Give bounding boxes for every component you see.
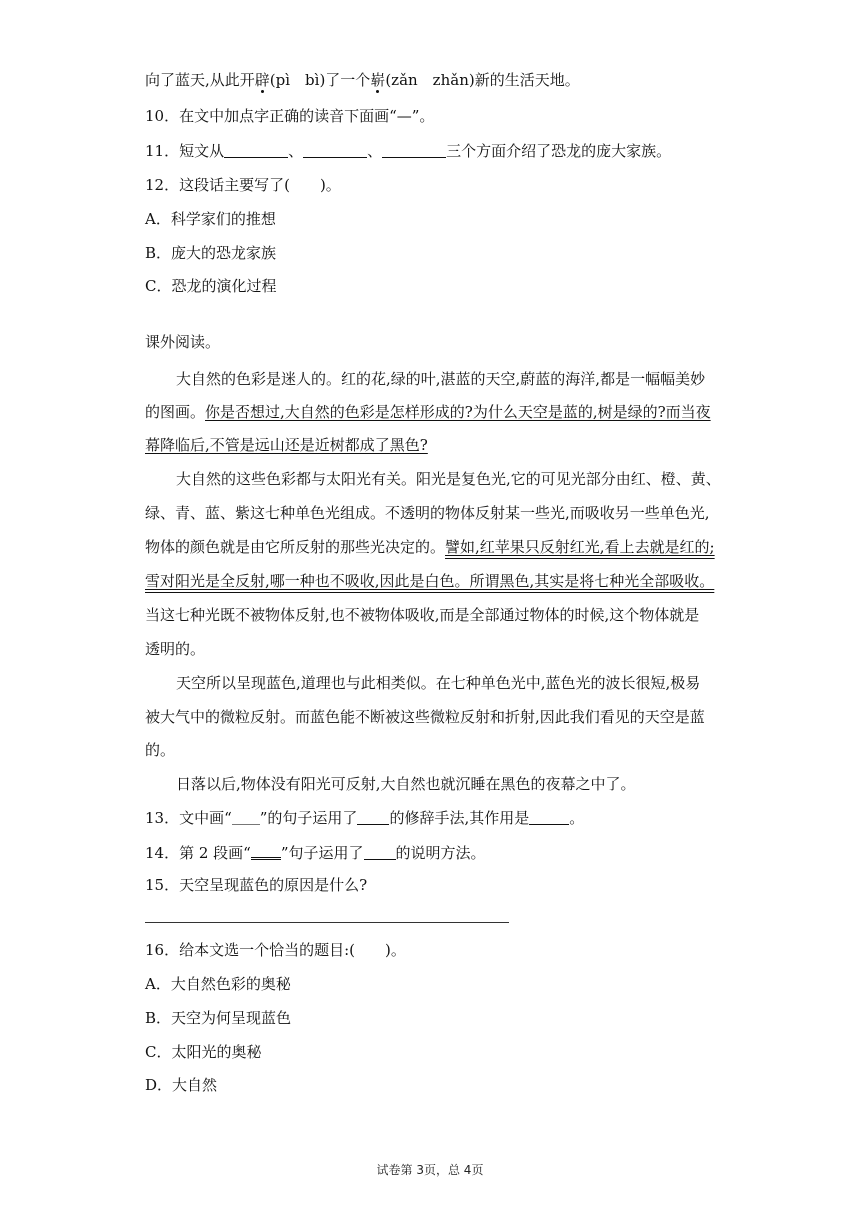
passage-line: 物体的颜色就是由它所反射的那些光决定的。譬如,红苹果只反射红光,看上去就是红的; bbox=[145, 538, 715, 556]
question-13: 13．文中画“ ”的句子运用了 的修辞手法,其作用是 。 bbox=[145, 809, 585, 827]
double-underlined-sentence: 雪对阳光是全反射,哪一种也不吸收,因此是白色。所谓黑色,其实是将七种光全部吸收。 bbox=[145, 572, 715, 590]
double-underline-sample bbox=[251, 842, 281, 860]
answer-blank[interactable] bbox=[529, 809, 569, 825]
option-b: B．庞大的恐龙家族 bbox=[145, 244, 277, 262]
answer-line[interactable] bbox=[145, 922, 509, 923]
passage-line: 的图画。你是否想过,大自然的色彩是怎样形成的?为什么天空是蓝的,树是绿的?而当夜 bbox=[145, 403, 711, 421]
question-15: 15．天空呈现蓝色的原因是什么? bbox=[145, 876, 368, 894]
answer-blank[interactable] bbox=[224, 142, 288, 158]
passage-continuation-line: 向了蓝天,从此开辟(pì bì)了一个崭(zǎn zhǎn)新的生活天地。 bbox=[145, 71, 580, 89]
dotted-char: 崭 bbox=[370, 71, 386, 89]
passage-line: 绿、青、蓝、紫这七种单色光组成。不透明的物体反射某一些光,而吸收另一些单色光, bbox=[145, 504, 710, 522]
passage-line bbox=[145, 435, 428, 455]
passage-line: 透明的。 bbox=[145, 640, 206, 658]
option-a: A．科学家们的推想 bbox=[145, 210, 276, 228]
passage-line: 被大气中的微粒反射。而蓝色能不断被这些微粒反射和折射,因此我们看见的天空是蓝 bbox=[145, 708, 705, 726]
passage-line: 当这七种光既不被物体反射,也不被物体吸收,而是全部通过物体的时候,这个物体就是 bbox=[145, 606, 700, 624]
underlined-sentence: 你是否想过,大自然的色彩是怎样形成的?为什么天空是蓝的,树是绿的?而当夜 bbox=[205, 403, 711, 421]
question-12: 12．这段话主要写了( )。 bbox=[145, 176, 341, 194]
question-14: 14．第 2 段画“ ”句子运用了 的说明方法。 bbox=[145, 844, 486, 862]
page-footer: 试卷第 3页，总 4页 bbox=[376, 1163, 484, 1177]
section-title: 课外阅读。 bbox=[145, 333, 221, 351]
question-16: 16．给本文选一个恰当的题目:( )。 bbox=[145, 941, 406, 959]
option-b: B．天空为何呈现蓝色 bbox=[145, 1009, 292, 1027]
passage-line: 天空所以呈现蓝色,道理也与此相类似。在七种单色光中,蓝色光的波长很短,极易 bbox=[176, 674, 701, 692]
underlined-sentence: 幕降临后,不管是远山还是近树都成了黑色? bbox=[145, 436, 428, 454]
underline-sample bbox=[232, 809, 260, 825]
passage-line: 大自然的色彩是迷人的。红的花,绿的叶,湛蓝的天空,蔚蓝的海洋,都是一幅幅美妙 bbox=[176, 370, 706, 388]
dotted-char: 辟 bbox=[254, 71, 270, 89]
passage-line: 大自然的这些色彩都与太阳光有关。阳光是复色光,它的可见光部分由红、橙、黄、 bbox=[176, 470, 721, 488]
option-c: C．太阳光的奥秘 bbox=[145, 1043, 262, 1061]
double-underlined-sentence: 譬如,红苹果只反射红光,看上去就是红的; bbox=[445, 538, 715, 556]
answer-blank[interactable] bbox=[382, 142, 446, 158]
answer-blank[interactable] bbox=[364, 844, 396, 860]
question-10: 10．在文中加点字正确的读音下面画“—”。 bbox=[145, 107, 435, 125]
passage-line bbox=[145, 571, 714, 591]
option-d: D．大自然 bbox=[145, 1076, 218, 1094]
question-11: 11．短文从 、 、 三个方面介绍了恐龙的庞大家族。 bbox=[145, 142, 672, 160]
option-a: A．大自然色彩的奥秘 bbox=[145, 975, 291, 993]
answer-blank[interactable] bbox=[357, 809, 389, 825]
passage-line: 日落以后,物体没有阳光可反射,大自然也就沉睡在黑色的夜幕之中了。 bbox=[176, 775, 636, 793]
answer-blank[interactable] bbox=[303, 142, 367, 158]
passage-line: 的。 bbox=[145, 741, 176, 759]
option-c: C．恐龙的演化过程 bbox=[145, 277, 277, 295]
